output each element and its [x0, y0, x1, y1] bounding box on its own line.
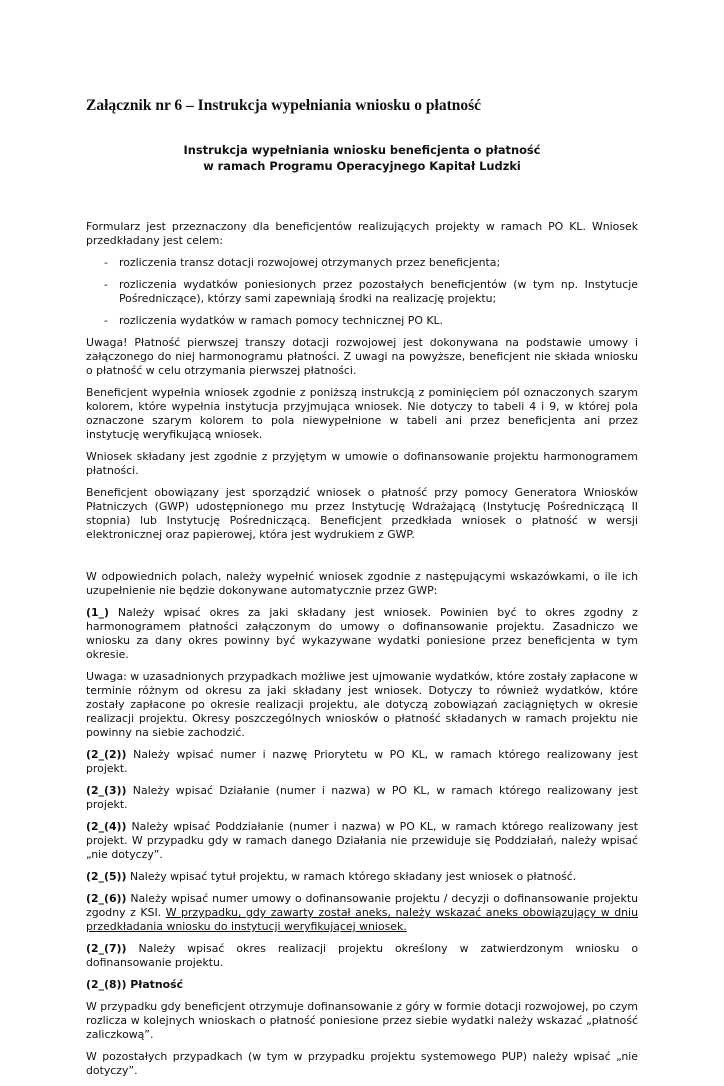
field-2-3-instruction: (2_(3)) Należy wpisać Działanie (numer i nazwa) w PO KL, w ramach którego realizowany jest projekt.: [86, 784, 638, 811]
instruction-title: [86, 142, 638, 174]
field-code: (2_(3)): [86, 784, 127, 797]
field-code: (2_(6)): [86, 892, 127, 905]
field-2-4-instruction: (2_(4)) Należy wpisać Poddziałanie (numer i nazwa) w PO KL, w ramach którego realizowany jest projekt. W przypadku gdy w ramach danego Działania nie przewiduje się Poddziałań, należy wpisać „nie dotyczy”.: [86, 820, 638, 861]
note-first-payment: Uwaga! Płatność pierwszej transzy dotacji rozwojowej jest dokonywana na podstawie umowy i załączonego do niej harmonogramu płatności. Z uwagi na powyższe, beneficjent nie składa wniosku o płatność w celu otrzymania pierwszej płatności.: [86, 336, 638, 377]
document-body: [86, 220, 638, 1086]
intro-paragraph: Formularz jest przeznaczony dla beneficjentów realizujących projekty w ramach PO KL. Wniosek przedkładany jest celem:: [86, 220, 638, 247]
purpose-item: - rozliczenia wydatków poniesionych przez pozostałych beneficjentów (w tym np. Instytucje Pośredniczące), którzy sami zapewniają środki na realizację projektu;: [86, 278, 638, 306]
purpose-list: [86, 256, 638, 328]
other-cases-paragraph: W pozostałych przypadkach (w tym w przypadku projektu systemowego PUP) należy wpisać „nie dotyczy”.: [86, 1050, 638, 1077]
field-2-2-instruction: (2_(2)) Należy wpisać numer i nazwę Priorytetu w PO KL, w ramach którego realizowany jest projekt.: [86, 748, 638, 775]
field-code: (2_(7)): [86, 942, 127, 955]
gwp-paragraph: Beneficjent obowiązany jest sporządzić wniosek o płatność przy pomocy Generatora Wniosków Płatniczych (GWP) udostępnionego mu przez Instytucję Wdrażającą (Instytucję Pośredniczącą II stopnia) lub Instytucję Pośredniczącą. Beneficjent przedkłada wniosek o płatność w wersji elektronicznej oraz papierowej, która jest wydrukiem z GWP.: [86, 486, 638, 541]
attachment-heading: Załącznik nr 6 – Instrukcja wypełniania wniosku o płatność: [86, 97, 482, 114]
schedule-paragraph: Wniosek składany jest zgodnie z przyjętym w umowie o dofinansowanie projektu harmonogramem płatności.: [86, 450, 638, 477]
advance-payment-paragraph: W przypadku gdy beneficjent otrzymuje dofinansowanie z góry w formie dotacji rozwojowej, po czym rozlicza w kolejnych wnioskach o płatność poniesione przez siebie wydatki należy wskazać „płatność zaliczkową”.: [86, 1000, 638, 1041]
field-code: (2_(5)): [86, 870, 127, 883]
purpose-item: - rozliczenia transz dotacji rozwojowej otrzymanych przez beneficjenta;: [86, 256, 638, 270]
annex-note: W przypadku, gdy zawarty został aneks, należy wskazać aneks obowiązujący w dniu przedkładania wniosku do instytucji weryfikującej wniosek.: [86, 906, 638, 933]
field-2-6-instruction: (2_(6)) Należy wpisać numer umowy o dofinansowanie projektu / decyzji o dofinansowanie projektu zgodny z KSI. W przypadku, gdy zawarty został aneks, należy wskazać aneks obowiązujący w dniu przedkładania wniosku do instytucji weryfikującej wniosek.: [86, 892, 638, 933]
field-2-8-heading: [86, 978, 638, 992]
instruction-title-line2: w ramach Programu Operacyjnego Kapitał Ludzki: [203, 159, 521, 173]
field-code: (2_(4)): [86, 820, 127, 833]
field-code: (2_(8)) Płatność: [86, 978, 184, 991]
note-expenses-period: Uwaga: w uzasadnionych przypadkach możliwe jest ujmowanie wydatków, które zostały zapłacone w terminie różnym od okresu za jaki składany jest wniosek. Dotyczy to również wydatków, które zostały zapłacone po okresie realizacji projektu, ale dotyczą zobowiązań zaciągniętych w okresie realizacji projektu. Okresy poszczególnych wniosków o płatność składanych w ramach projektu nie powinny na siebie zachodzić.: [86, 670, 638, 739]
spacer: [86, 550, 638, 570]
purpose-item: - rozliczenia wydatków w ramach pomocy technicznej PO KL.: [86, 314, 638, 328]
field-2-5-instruction: (2_(5)) Należy wpisać tytuł projektu, w ramach którego składany jest wniosek o płatność.: [86, 870, 577, 883]
field-2-7-instruction: (2_(7)) Należy wpisać okres realizacji projektu określony w zatwierdzonym wniosku o dofinansowanie projektu.: [86, 942, 638, 969]
field-1-instruction: (1_) Należy wpisać okres za jaki składany jest wniosek. Powinien być to okres zgodny z harmonogramem płatności załączonym do umowy o dofinansowanie projektu. Zasadniczo we wniosku za dany okres powinny być wykazywane wydatki poniesione przez beneficjenta w tym okresie.: [86, 606, 638, 661]
field-code: (2_(2)): [86, 748, 127, 761]
instructions-intro: W odpowiednich polach, należy wypełnić wniosek zgodnie z następującymi wskazówkami, o ile ich uzupełnienie nie będzie dokonywane automatycznie przez GWP:: [86, 570, 638, 597]
instruction-title-line1: Instrukcja wypełniania wniosku beneficjenta o płatność: [183, 143, 541, 157]
field-code: (1_): [86, 606, 109, 619]
grey-fields-paragraph: Beneficjent wypełnia wniosek zgodnie z poniższą instrukcją z pominięciem pól oznaczonych szarym kolorem, które wypełnia instytucja przyjmująca wniosek. Nie dotyczy to tabeli 4 i 9, w której pola oznaczone szarym kolorem to pola niewypełnione w tabeli ani przez beneficjenta ani przez instytucję weryfikującą wniosek.: [86, 386, 638, 441]
